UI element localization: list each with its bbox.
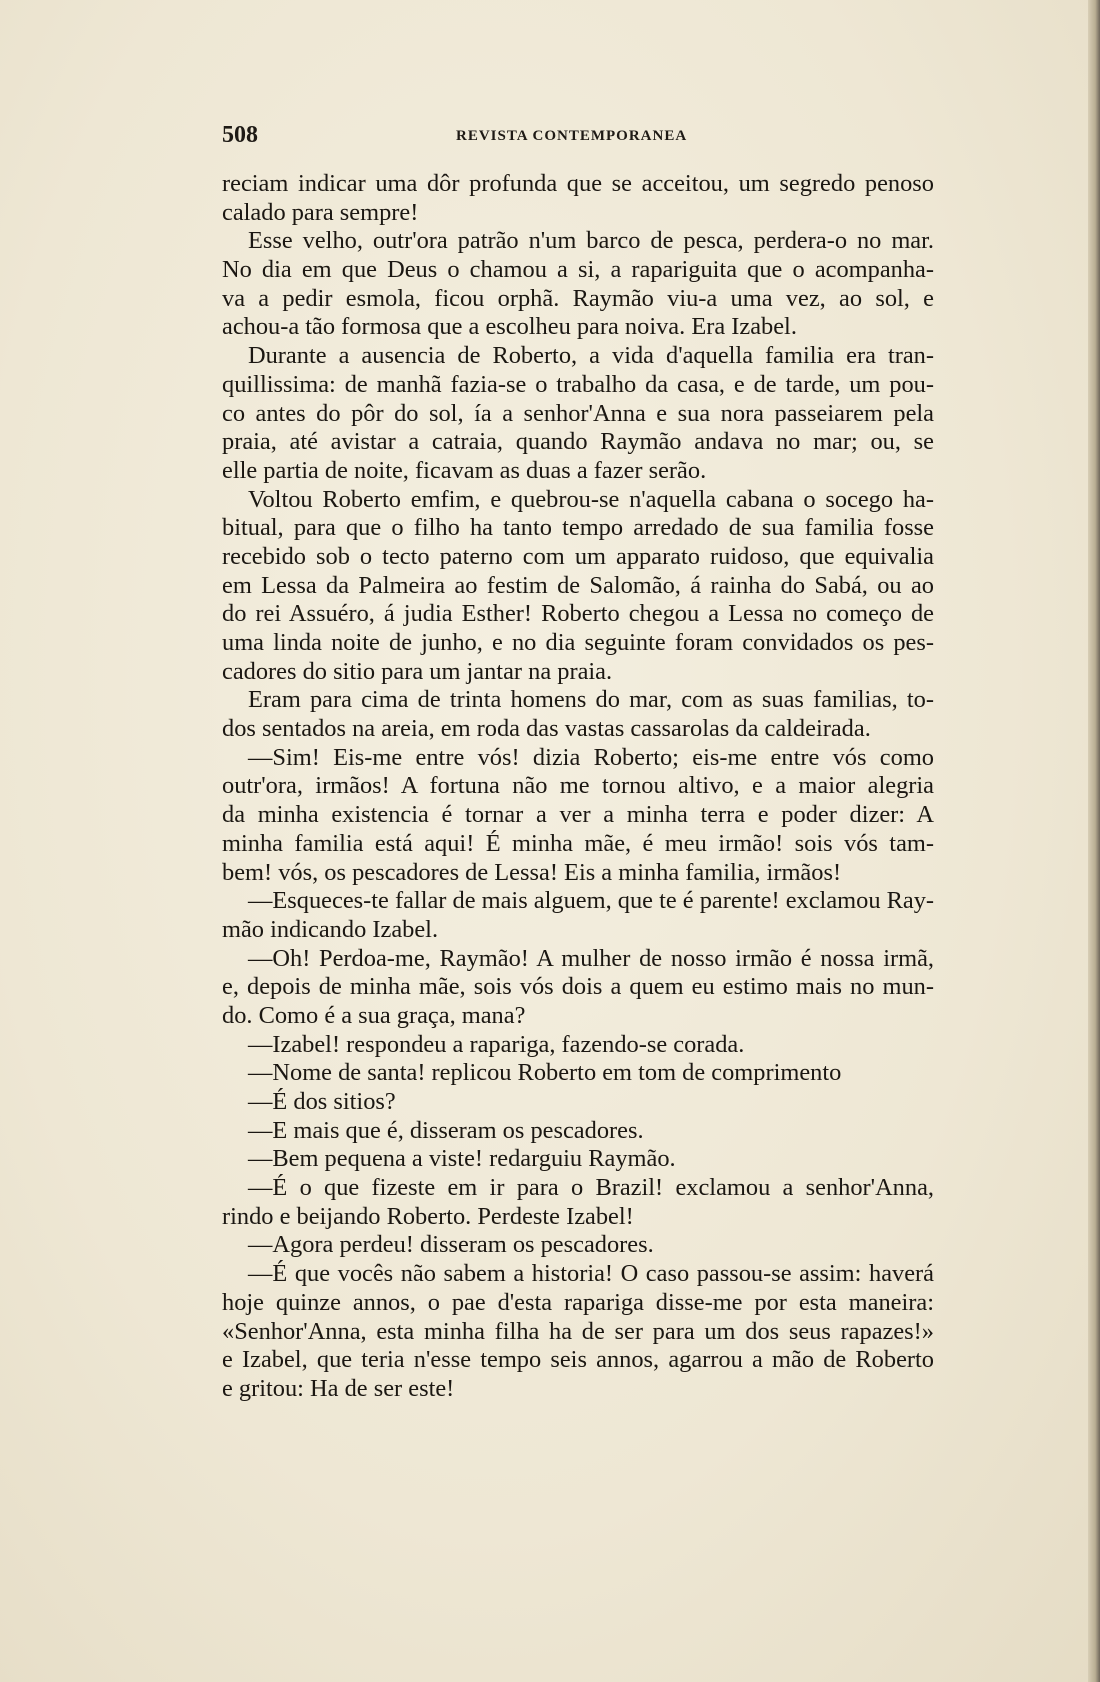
- text-line: —Agora perdeu! disseram os pescadores.: [248, 1231, 654, 1259]
- text-line: —É o que fizeste em ir para o Brazil! exclamou a senhor'Anna,: [248, 1174, 934, 1202]
- text-line: mão indicando Izabel.: [222, 915, 439, 943]
- text-line: —Oh! Perdoa-me, Raymão! A mulher de nosso irmão é nossa irmã,: [248, 944, 934, 972]
- text-line: —Izabel! respondeu a rapariga, fazendo-se corada.: [248, 1030, 745, 1058]
- body-text: [222, 170, 934, 1404]
- text-line: reciam indicar uma dôr profunda que se acceitou, um segredo penoso: [222, 170, 934, 197]
- text-line: bitual, para que o filho ha tanto tempo arredado de sua familia fosse: [222, 514, 934, 542]
- text-line: —E mais que é, disseram os pescadores.: [248, 1116, 644, 1144]
- text-line: —Esqueces-te fallar de mais alguem, que te é parente! exclamou Ray-: [248, 887, 935, 915]
- text-line: No dia em que Deus o chamou a si, a rapariguita que o acompanha-: [222, 256, 934, 284]
- text-line: va a pedir esmola, ficou orphã. Raymão viu-a uma vez, ao sol, e: [222, 284, 934, 312]
- page-header: [222, 122, 942, 152]
- text-line: —Sim! Eis-me entre vós! dizia Roberto; eis-me entre vós como: [248, 743, 934, 771]
- text-line: dos sentados na areia, em roda das vastas cassarolas da caldeirada.: [222, 715, 871, 743]
- text-line: Voltou Roberto emfim, e quebrou-se n'aquella cabana o socego ha-: [248, 485, 934, 513]
- text-line: rindo e beijando Roberto. Perdeste Izabel!: [222, 1202, 634, 1230]
- text-line: e Izabel, que teria n'esse tempo seis annos, agarrou a mão de Roberto: [222, 1346, 934, 1374]
- text-line: da minha existencia é tornar a ver a minha terra e poder dizer: A: [222, 801, 934, 829]
- text-line: cadores do sitio para um jantar na praia.: [222, 657, 613, 685]
- text-line: «Senhor'Anna, esta minha filha ha de ser para um dos seus rapazes!»: [222, 1317, 934, 1345]
- text-line: elle partia de noite, ficavam as duas a fazer serão.: [222, 456, 707, 484]
- text-line: e, depois de minha mãe, sois vós dois a quem eu estimo mais no mun-: [222, 973, 934, 1001]
- text-line: minha familia está aqui! É minha mãe, é meu irmão! sois vós tam-: [222, 829, 934, 857]
- text-line: recebido sob o tecto paterno com um apparato ruidoso, que equivalia: [222, 542, 934, 570]
- text-line: —Nome de santa! replicou Roberto em tom de comprimento: [248, 1059, 842, 1087]
- text-line: em Lessa da Palmeira ao festim de Salomão, á rainha do Sabá, ou ao: [222, 571, 934, 599]
- text-line: e gritou: Ha de ser este!: [222, 1374, 455, 1402]
- text-line: co antes do pôr do sol, ía a senhor'Anna e sua nora passeiarem pela: [222, 399, 934, 427]
- text-line: —Bem pequena a viste! redarguiu Raymão.: [248, 1145, 676, 1173]
- text-line: quillissima: de manhã fazia-se o trabalho da casa, e de tarde, um pou-: [222, 370, 934, 398]
- text-line: uma linda noite de junho, e no dia seguinte foram convidados os pes-: [222, 629, 934, 656]
- text-line: praia, até avistar a catraia, quando Raymão andava no mar; ou, se: [222, 428, 934, 456]
- text-line: do rei Assuéro, á judia Esther! Roberto chegou a Lessa no começo de: [222, 600, 934, 628]
- text-line: —É dos sitios?: [248, 1088, 396, 1115]
- text-line: Durante a ausencia de Roberto, a vida d'aquella familia era tran-: [248, 342, 934, 370]
- text-line: hoje quinze annos, o pae d'esta rapariga disse-me por esta maneira:: [222, 1288, 934, 1316]
- text-line: achou-a tão formosa que a escolheu para noiva. Era Izabel.: [222, 313, 797, 341]
- text-line: do. Como é a sua graça, mana?: [222, 1001, 526, 1029]
- text-line: Esse velho, outr'ora patrão n'um barco de pesca, perdera-o no mar.: [248, 227, 934, 255]
- page-edge: [1088, 0, 1100, 1682]
- text-line: calado para sempre!: [222, 198, 419, 226]
- text-line: bem! vós, os pescadores de Lessa! Eis a minha familia, irmãos!: [222, 858, 842, 886]
- text-line: —É que vocês não sabem a historia! O caso passou-se assim: haverá: [248, 1260, 934, 1288]
- text-line: Eram para cima de trinta homens do mar, com as suas familias, to-: [248, 686, 934, 714]
- running-title: REVISTA CONTEMPORANEA: [456, 128, 688, 144]
- page-number: 508: [222, 122, 258, 148]
- text-line: outr'ora, irmãos! A fortuna não me tornou altivo, e a maior alegria: [222, 772, 934, 800]
